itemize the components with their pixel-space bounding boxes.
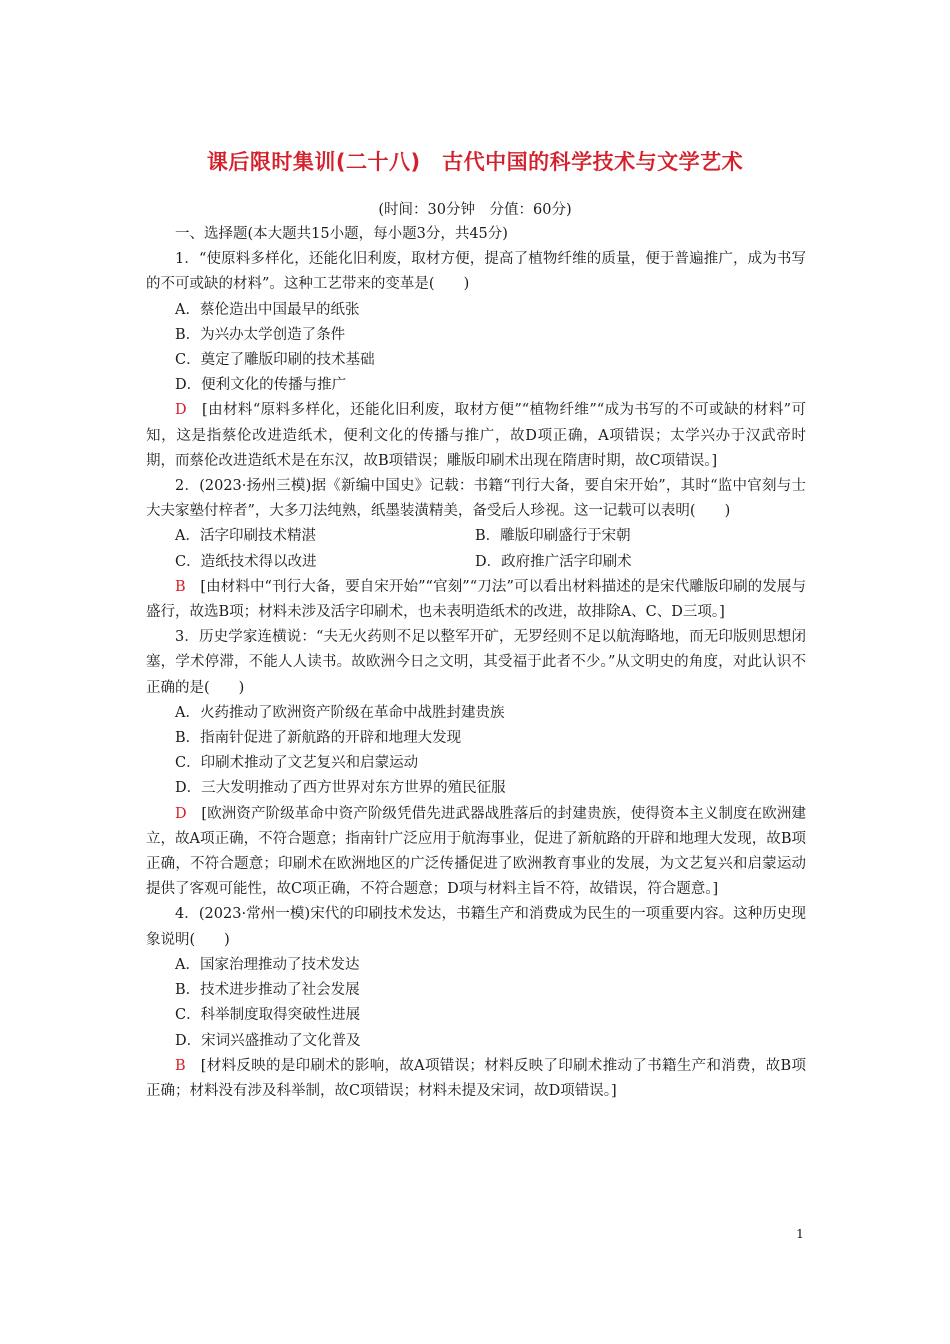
question-4-option-b: B．技术进步推动了社会发展: [175, 982, 360, 999]
question-4-explanation-text: [材料反映的是印刷术的影响，故A项错误；材料反映了印刷术推动了书籍生产和消费，故B项正确；材料没有涉及科举制，故C项错误；材料未提及宋词，故D项错误。]: [146, 1057, 806, 1099]
question-1-stem: 1．“使原料多样化，还能化旧利废，取材方便，提高了植物纤维的质量，便于普遍推广，成为书写的不可或缺的材料”。这种工艺带来的变革是( ): [146, 251, 806, 293]
page-number: 1: [796, 1226, 804, 1241]
question-2-option-d: D．政府推广活字印刷术: [475, 553, 632, 570]
question-2-answer: B: [175, 578, 186, 595]
question-2-explanation-text: [由材料中“刊行大备，要自宋开始”“官刻”“刀法”可以看出材料描述的是宋代雕版印刷的发展与盛行，故选B项；材料未涉及活字印刷术，也未表明造纸术的改进，故排除A、C、D三项。]: [146, 578, 806, 621]
question-2-option-a: A．活字印刷技术精湛: [175, 528, 316, 545]
question-2-options-row-2: [175, 550, 806, 575]
question-3-explanation-text: [欧洲资产阶级革命中资产阶级凭借先进武器战胜落后的封建贵族，使得资本主义制度在欧洲建立，故A项正确，不符合题意；指南针广泛应用于航海事业，促进了新航路的开辟和地理大发现，故B项正确，不符合题意；印刷术在欧洲地区的广泛传播促进了欧洲教育事业的发展，为文艺复兴和启蒙运动提供了客观可能性，故C项正确，不符合题意；D项与材料主旨不符，故错误，符合题意。]: [146, 805, 806, 898]
question-2-options-row-1: [175, 524, 806, 549]
question-1-explanation: [146, 398, 806, 474]
question-2-stem: 2．(2023·扬州三模)据《新编中国史》记载：书籍“刊行大备，要自宋开始”，其时“监中官刻与士大夫家塾付梓者”，大多刀法纯熟，纸墨装潢精美，备受后人珍视。这一记载可以表明( ): [146, 478, 806, 520]
question-3-option-a: A．火药推动了欧洲资产阶级在革命中战胜封建贵族: [175, 704, 505, 721]
question-3-explanation: [146, 802, 806, 903]
question-1-option-b: B．为兴办太学创造了条件: [175, 326, 346, 343]
document-body: [146, 222, 806, 1104]
question-1-option-a: A．蔡伦造出中国最早的纸张: [175, 301, 360, 318]
question-3-answer: D: [175, 805, 187, 822]
question-4-answer: B: [175, 1057, 186, 1074]
question-4-option-c: C．科举制度取得突破性进展: [175, 1007, 361, 1024]
question-1-explanation-text: [由材料“原料多样化，还能化旧利废，取材方便”“植物纤维”“成为书写的不可或缺的材料”可知，这是指蔡伦改进造纸术，便利文化的传播与推广，故D项正确，A项错误；太学兴办于汉武帝时期，而蔡伦改进造纸术是在东汉，故B项错误；雕版印刷术出现在隋唐时期，故C项错误。]: [146, 402, 806, 469]
time-score-info: (时间：30分钟 分值：60分): [378, 202, 572, 218]
question-4-stem: 4．(2023·常州一模)宋代的印刷技术发达，书籍生产和消费成为民生的一项重要内容。这种历史现象说明( ): [146, 906, 806, 948]
question-4-option-d: D．宋词兴盛推动了文化普及: [175, 1032, 361, 1049]
page-title: 课后限时集训(二十八) 古代中国的科学技术与文学艺术: [206, 150, 744, 174]
question-1-option-d: D．便利文化的传播与推广: [175, 377, 347, 394]
section-heading: 一、选择题(本大题共15小题，每小题3分，共45分): [175, 226, 508, 242]
question-1-answer: D: [175, 402, 187, 419]
question-2-option-c: C．造纸技术得以改进: [175, 553, 317, 570]
question-2-explanation: [146, 575, 806, 625]
question-4-explanation: [146, 1054, 806, 1104]
question-3-stem: 3．历史学家连横说：“夫无火药则不足以整军开矿，无罗经则不足以航海略地，而无印版则思想闭塞，学术停滞，不能人人读书。故欧洲今日之文明，其受福于此者不少。”从文明史的角度，对此认识不正确的是( ): [146, 629, 806, 696]
question-1-option-c: C．奠定了雕版印刷的技术基础: [175, 352, 375, 369]
question-3-option-c: C．印刷术推动了文艺复兴和启蒙运动: [175, 755, 419, 772]
question-3-option-b: B．指南针促进了新航路的开辟和地理大发现: [175, 730, 462, 747]
question-3-option-d: D．三大发明推动了西方世界对东方世界的殖民征服: [175, 780, 506, 797]
question-2-option-b: B．雕版印刷盛行于宋朝: [475, 528, 631, 545]
question-4-option-a: A．国家治理推动了技术发达: [175, 956, 360, 973]
